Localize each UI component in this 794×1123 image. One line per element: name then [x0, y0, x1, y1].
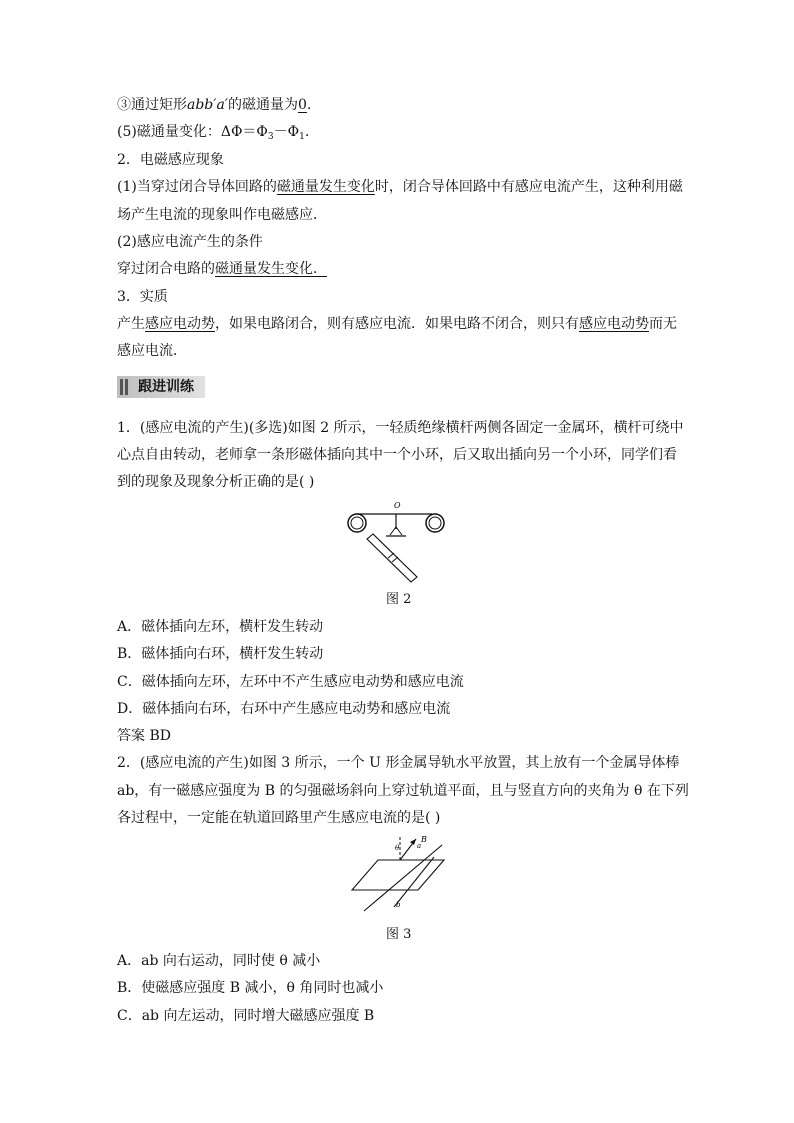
text: ③通过矩形 — [117, 97, 187, 113]
question-stem: 1．(感应电流的产生)(多选)如图 2 所示，一轻质绝缘横杆两侧各固定一金属环，横杆可绕中 — [117, 420, 684, 436]
label-a: a — [417, 842, 422, 850]
option-a: A．磁体插向左环，横杆发生转动 — [117, 619, 324, 635]
paragraph-line — [117, 259, 327, 279]
question-stem: 2．(感应电流的产生)如图 3 所示，一个 U 形金属导轨水平放置，其上放有一个金属导体棒 — [117, 755, 680, 771]
text: 的磁通量为 — [227, 97, 298, 113]
text: －Φ — [273, 124, 300, 140]
option-b: B．使磁感应强度 B 减小，θ 角同时也减小 — [117, 980, 384, 996]
text: 而无 — [649, 316, 677, 332]
paragraph-line: 感应电流． — [117, 343, 187, 359]
heading-em-induction: 2．电磁感应现象 — [117, 152, 224, 168]
text: (1)当穿过闭合导体回路的 — [117, 179, 277, 195]
answer-blank: 感应电动势 — [579, 316, 649, 332]
paragraph-line: (2)感应电流产生的条件 — [117, 234, 263, 250]
subscript: 3 — [267, 132, 274, 142]
figure-2-rings-and-magnet — [340, 497, 455, 585]
label-b-field: B — [421, 835, 427, 844]
question-stem: 到的现象及现象分析正确的是( ) — [117, 474, 315, 490]
answer-blank: 磁通量发生变化 — [276, 179, 375, 195]
paragraph-line — [117, 177, 683, 197]
question-stem: 各过程中，一定能在轨道回路里产生感应电流的是( ) — [117, 810, 441, 826]
figure-3-rail-and-field — [348, 833, 448, 913]
answer-line: 答案 BD — [117, 728, 171, 744]
option-c: C．ab 向左运动，同时增大磁感应强度 B — [117, 1008, 375, 1024]
label-o: O — [394, 501, 401, 510]
option-c: C．磁体插向左环，左环中不产生感应电动势和感应电流 — [117, 674, 464, 690]
heading-essence: 3．实质 — [117, 289, 168, 305]
section-tag — [117, 376, 205, 398]
answer-blank: 磁通量发生变化． — [215, 261, 327, 277]
subscript: 1 — [299, 132, 305, 142]
paragraph-line — [117, 314, 677, 334]
line-flux-rect — [117, 95, 311, 115]
section-tag-label: 跟进训练 — [138, 379, 194, 395]
text: ，如果电路闭合，则有感应电流．如果电路不闭合，则只有 — [215, 316, 579, 332]
text: (5)磁通量变化：ΔΦ＝Φ — [117, 124, 268, 140]
paragraph-line: 场产生电流的现象叫作电磁感应． — [117, 207, 327, 223]
label-b: b — [396, 901, 401, 909]
answer-blank: 感应电动势 — [145, 316, 215, 332]
label-theta: θ — [395, 844, 400, 852]
option-b: B．磁体插向右环，横杆发生转动 — [117, 646, 324, 662]
line-flux-change — [117, 122, 309, 147]
figure-caption: 图 3 — [386, 927, 412, 942]
text: abb′a′ — [187, 97, 228, 113]
text: 产生 — [117, 316, 145, 332]
figure-caption: 图 2 — [386, 592, 412, 607]
text: . — [306, 97, 312, 113]
text: 时，闭合导体回路中有感应电流产生，这种利用磁 — [374, 179, 683, 195]
question-stem: 心点自由转动，老师拿一条形磁体插向其中一个小环，后又取出插向另一个小环，同学们看 — [117, 447, 677, 463]
option-d: D．磁体插向右环，右环中产生感应电动势和感应电流 — [117, 701, 451, 717]
text: . — [304, 124, 310, 140]
question-stem: ab，有一磁感应强度为 B 的匀强磁场斜向上穿过轨道平面，且与竖直方向的夹角为 θ 在下列 — [117, 783, 689, 799]
bars-icon — [120, 379, 130, 395]
option-a: A．ab 向右运动，同时使 θ 减小 — [117, 953, 321, 969]
answer-blank: 0 — [297, 97, 307, 113]
text: 穿过闭合电路的 — [117, 261, 215, 277]
